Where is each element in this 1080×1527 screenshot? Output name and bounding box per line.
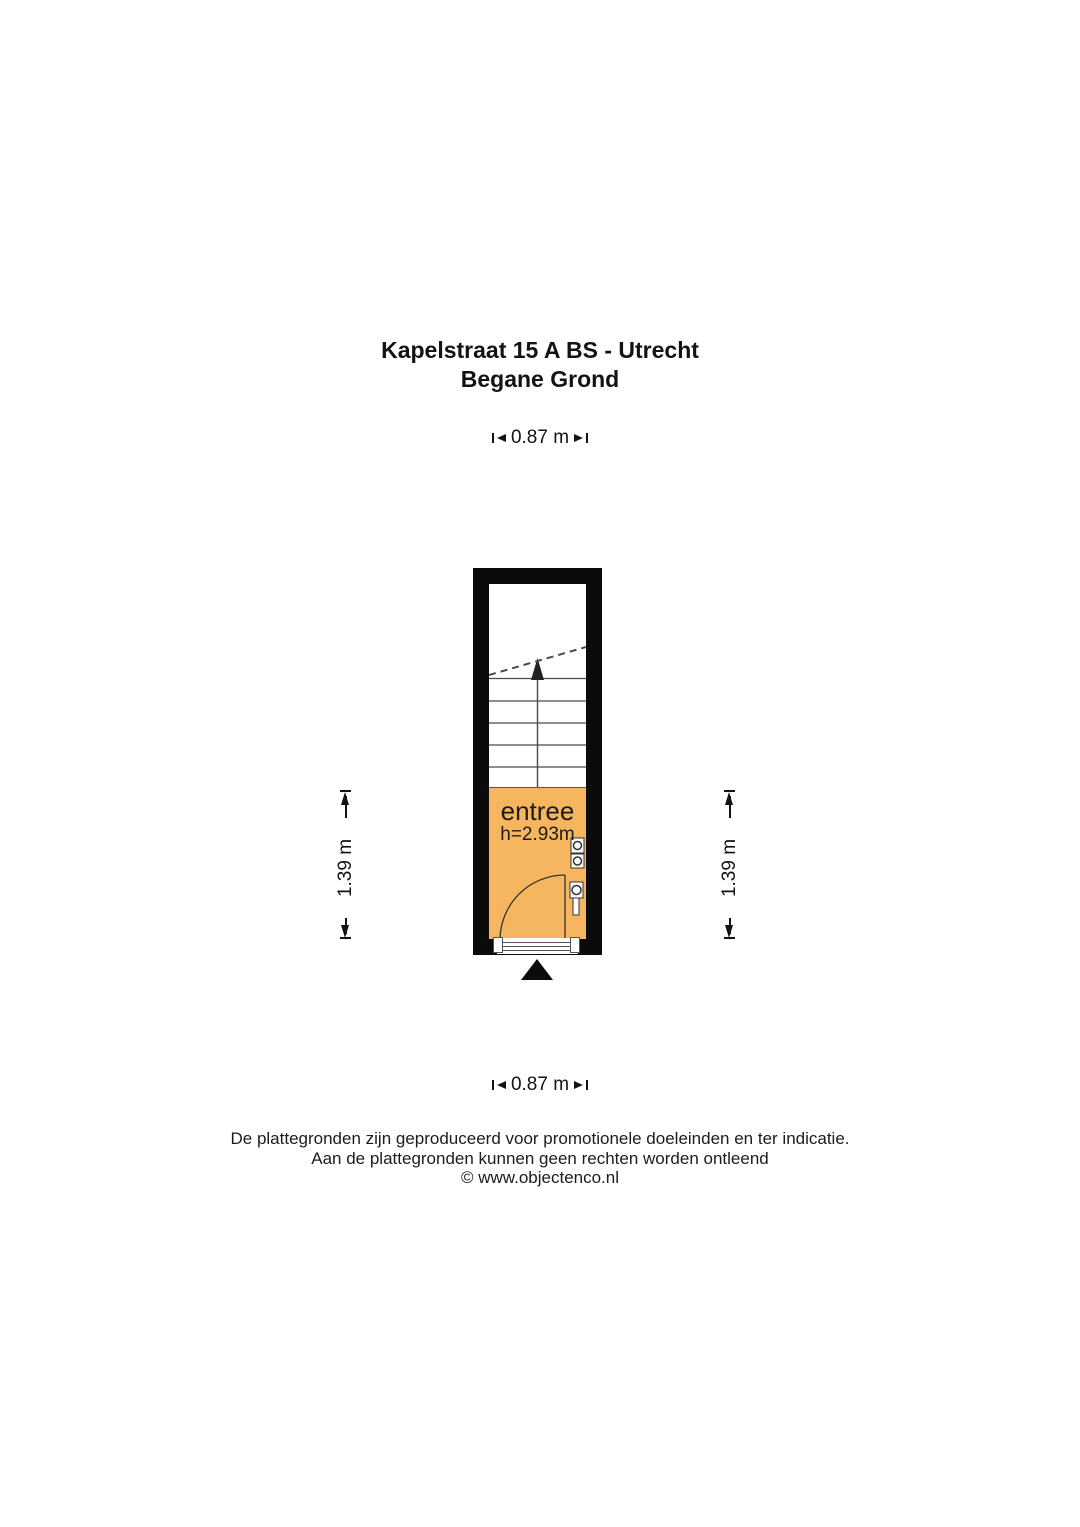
- dimension-top: [0, 427, 1080, 449]
- dimension-left: [326, 790, 366, 940]
- footer-line2: Aan de plattegronden kunnen geen rechten worden ontleend: [311, 1148, 769, 1168]
- arrow-right-icon: [574, 1081, 583, 1089]
- room-height-label: h=2.93m: [500, 824, 575, 845]
- footer-copyright: © www.objectenco.nl: [460, 1168, 620, 1187]
- dimension-right: [710, 790, 750, 940]
- arrow-left-icon: [497, 434, 506, 442]
- dimension-left-label: 1.39 m: [334, 818, 358, 918]
- door-swing-icon: [500, 875, 565, 940]
- wall-fixture: [573, 898, 579, 915]
- floorplan-drawing: [473, 568, 602, 955]
- dimension-top-label: 0.87 m: [510, 427, 570, 448]
- dimension-bottom-label: 0.87 m: [510, 1074, 570, 1095]
- dimension-tick: [586, 433, 588, 443]
- threshold-line: [497, 946, 578, 947]
- door-post: [570, 937, 580, 953]
- wall-top: [473, 568, 602, 584]
- dimension-tick: [492, 433, 494, 443]
- arrow-left-icon: [497, 1081, 506, 1089]
- footer-line1: De plattegronden zijn geproduceerd voor promotionele doeleinden en ter indicatie.: [230, 1129, 850, 1148]
- title-floor: Begane Grond: [460, 366, 620, 392]
- dimension-tick: [340, 937, 351, 939]
- wall-right: [586, 568, 602, 955]
- dimension-bottom: [0, 1074, 1080, 1096]
- entrance-threshold: [497, 938, 578, 954]
- plan-interior: [489, 584, 586, 939]
- dimension-right-label: 1.39 m: [718, 818, 742, 918]
- arrow-right-icon: [574, 434, 583, 442]
- threshold-line: [497, 950, 578, 951]
- staircase: [489, 584, 586, 787]
- footer-disclaimer: [0, 1129, 1080, 1188]
- room-entree: [489, 787, 586, 939]
- wall-left: [473, 568, 489, 955]
- dimension-tick: [724, 937, 735, 939]
- threshold-line: [497, 942, 578, 943]
- page-title: [0, 336, 1080, 394]
- door-post: [493, 937, 503, 953]
- title-address: Kapelstraat 15 A BS - Utrecht: [381, 337, 699, 363]
- entrance-marker-icon: [521, 959, 553, 980]
- dimension-tick: [586, 1080, 588, 1090]
- dimension-tick: [492, 1080, 494, 1090]
- room-name-label: entree: [500, 796, 575, 826]
